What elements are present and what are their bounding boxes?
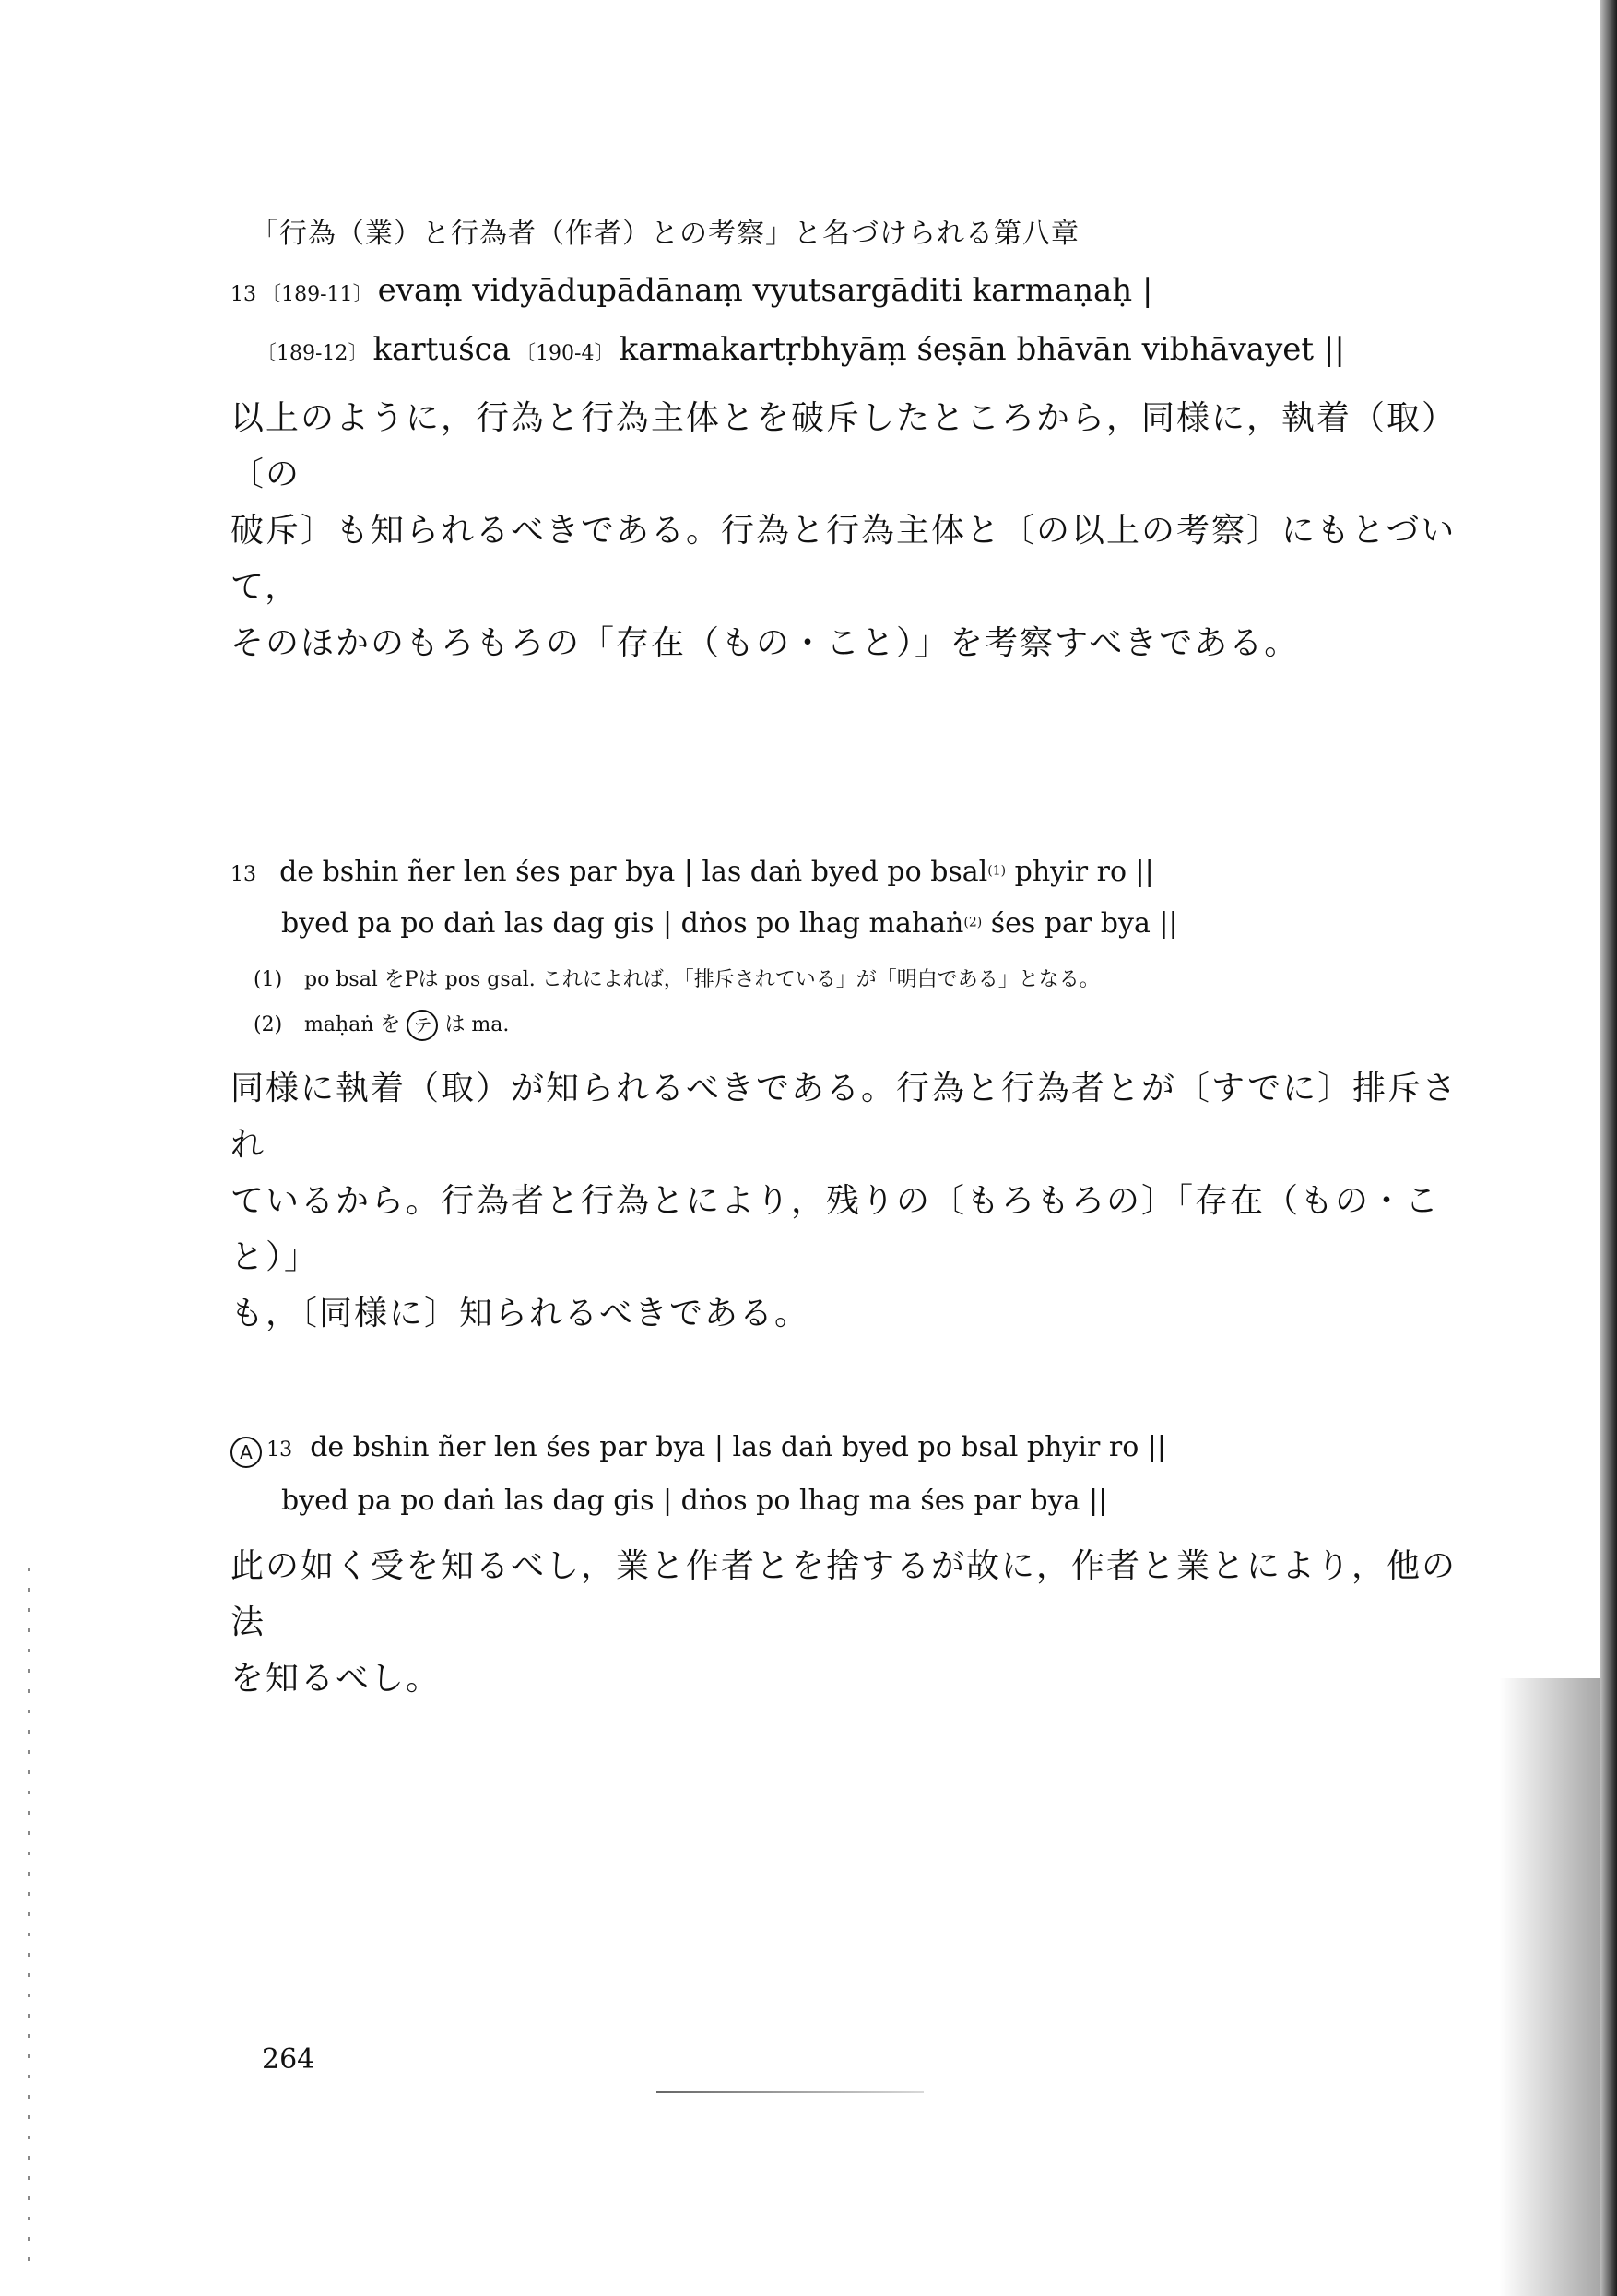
page-edge-shadow (1600, 0, 1617, 2296)
translation-line: ているから。行為者と行為とにより，残りの〔もろもろの〕「存在（もの・こと）」 (230, 1182, 1441, 1276)
verse-number: 13 (230, 283, 256, 306)
footnote-text: po bsal をPは pos gsal. これによれば，「排斥されている」が「明白である」となる。 (304, 968, 1100, 991)
footnote-number: (2) (254, 1013, 283, 1036)
translation-1 (230, 390, 1475, 671)
translation-2 (230, 1060, 1475, 1342)
footnotes (254, 964, 1100, 1041)
chinese-tibetan-line-1 (230, 1431, 1166, 1468)
footnote-2 (254, 1009, 1100, 1041)
footnote-ref: (1) (987, 863, 1007, 879)
translation-line: 同様に執着（取）が知られるべきである。行為と行為者とが〔すでに〕排斥され (230, 1070, 1458, 1164)
sanskrit-text: evaṃ vidyādupādānaṃ vyutsargāditi karmaṇaḥ | (377, 272, 1153, 309)
tibetan-text: śes par bya || (982, 907, 1178, 940)
pencil-mark (656, 2091, 924, 2093)
translation-line: そのほかのもろもろの「存在（もの・こと）」を考察すべきである。 (230, 624, 1300, 662)
footnote-text: maḥaṅ を (304, 1013, 401, 1036)
sanskrit-text: karmakartṛbhyāṃ śeṣān bhāvān vibhāvayet || (619, 331, 1345, 368)
circled-te-mark: テ (407, 1010, 438, 1041)
reference: 〔190-4〕 (515, 342, 615, 365)
translation-line: を知るべし。 (230, 1660, 442, 1698)
scan-shadow (1499, 1678, 1600, 2296)
tibetan-text: de bshin ñer len śes par bya | las daṅ byed po bsal phyir ro || (310, 1431, 1167, 1463)
circled-a-marker: A (230, 1437, 262, 1468)
translation-3 (230, 1538, 1475, 1707)
tibetan-text: de bshin ñer len śes par bya | las daṅ byed po bsal (279, 856, 988, 888)
translation-line: 以上のように，行為と行為主体とを破斥したところから，同様に，執着（取）〔の (230, 399, 1458, 493)
footnote-ref: (2) (963, 915, 983, 930)
translation-line: 破斥〕も知られるべきである。行為と行為主体と〔の以上の考察〕にもとづいて， (230, 512, 1457, 606)
sanskrit-text: kartuśca (372, 331, 511, 368)
sanskrit-verse-line-2 (256, 331, 1345, 368)
translation-line: 此の如く受を知るべし，業と作者とを捨するが故に，作者と業とにより，他の法 (230, 1547, 1458, 1641)
footnote-number: (1) (254, 968, 283, 991)
tibetan-verse-line-1 (230, 856, 1154, 888)
tibetan-text: phyir ro || (1006, 856, 1154, 888)
verse-number: 13 (230, 863, 256, 886)
tibetan-text: byed pa po daṅ las dag gis | dṅos po lhag mahaṅ (281, 907, 964, 940)
tibetan-verse-line-2 (281, 907, 1178, 940)
reference: 〔189-12〕 (256, 342, 369, 365)
reference: 〔189-11〕 (261, 283, 373, 306)
translation-line: も，〔同様に〕知られるべきである。 (230, 1295, 810, 1332)
footnote-text: は ma. (444, 1013, 510, 1036)
chinese-tibetan-line-2 (281, 1485, 1107, 1517)
page-number: 264 (262, 2043, 315, 2076)
footnote-1 (254, 964, 1100, 992)
chapter-title: 「行為（業）と行為者（作者）との考察」と名づけられる第八章 (251, 218, 1080, 250)
verse-number: 13 (266, 1438, 293, 1462)
binding-dots (28, 1568, 30, 2268)
tibetan-text: byed pa po daṅ las dag gis | dṅos po lhag ma śes par bya || (281, 1485, 1108, 1517)
sanskrit-verse-line-1 (230, 272, 1153, 309)
